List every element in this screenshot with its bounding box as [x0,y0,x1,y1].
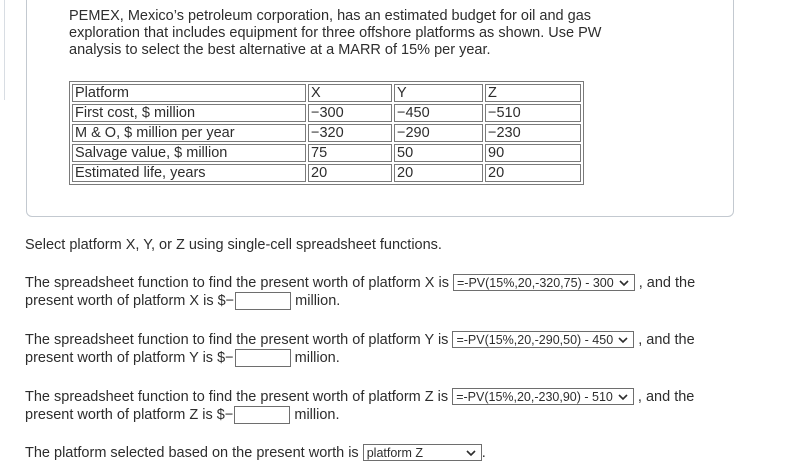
final-selection-line [25,444,486,462]
table-header-row [72,84,581,102]
select-value: =-PV(15%,20,-290,50) - 450 [456,333,614,347]
table-cell: First cost, $ million [72,104,306,122]
question-y-line1 [25,331,695,349]
question-z-line2 [25,406,339,424]
table-cell: −230 [485,124,581,142]
question-text: million. [294,350,340,366]
question-text: present worth of platform X is $− [25,293,235,309]
problem-statement [69,8,669,59]
table-cell: 20 [394,164,483,182]
table-cell: Salvage value, $ million [72,144,306,162]
question-text: The spreadsheet function to find the present worth of platform Y is [25,332,449,348]
table-header-cell: Z [485,84,581,102]
question-text: . [481,445,486,461]
table-cell: −450 [394,104,483,122]
question-text: present worth of platform Y is $− [25,350,234,366]
table-cell: 90 [485,144,581,162]
table-cell: M & O, $ million per year [72,124,306,142]
question-y-line2 [25,349,340,367]
question-text: , and the [638,332,695,348]
table-cell: −290 [394,124,483,142]
chevron-down-icon [617,334,629,346]
question-x-line1 [25,274,695,292]
table-cell: 75 [308,144,392,162]
platform-data-table [69,81,584,185]
problem-line: analysis to select the best alternative at a MARR of 15% per year. [69,42,491,58]
select-value: platform Z [366,446,423,460]
question-text: million. [295,293,341,309]
table-header-cell: Platform [72,84,306,102]
question-z-line1 [25,388,694,406]
table-header-cell: Y [394,84,483,102]
left-edge-divider [0,0,5,100]
question-text: The platform selected based on the present worth is [25,445,359,461]
present-worth-input-x[interactable] [235,292,291,310]
present-worth-input-y[interactable] [235,349,291,367]
question-text: The spreadsheet function to find the present worth of platform X is [25,275,449,291]
table-row [72,124,581,142]
table-cell: −510 [485,104,581,122]
question-text: , and the [638,275,696,291]
question-text: , and the [637,389,695,405]
table-row [72,104,581,122]
chevron-down-icon [618,277,630,289]
present-worth-input-z[interactable] [234,406,290,424]
table-row [72,164,581,182]
select-value: =-PV(15%,20,-320,75) - 300 [457,276,614,290]
question-x-line2 [25,292,340,310]
table-cell: 20 [308,164,392,182]
spreadsheet-function-select-y[interactable] [452,331,634,348]
table-cell: 20 [485,164,581,182]
platform-select[interactable] [363,444,482,461]
instruction-text: Select platform X, Y, or Z using single-cell spreadsheet functions. [25,237,442,253]
spreadsheet-function-select-x[interactable] [453,274,635,291]
table-header-cell: X [308,84,392,102]
question-text: The spreadsheet function to find the present worth of platform Z is [25,389,449,405]
table-cell: −300 [308,104,392,122]
table-cell: 50 [394,144,483,162]
question-text: present worth of platform Z is $− [25,407,234,423]
table-cell: −320 [308,124,392,142]
chevron-down-icon [465,447,477,459]
spreadsheet-function-select-z[interactable] [452,388,634,405]
table-row [72,144,581,162]
table-cell: Estimated life, years [72,164,306,182]
question-text: million. [294,407,340,423]
select-value: =-PV(15%,20,-230,90) - 510 [456,390,613,404]
chevron-down-icon [617,391,629,403]
problem-line: PEMEX, Mexico’s petroleum corporation, has an estimated budget for oil and gas [69,8,592,24]
problem-line: exploration that includes equipment for three offshore platforms as shown. Use PW [69,25,602,41]
